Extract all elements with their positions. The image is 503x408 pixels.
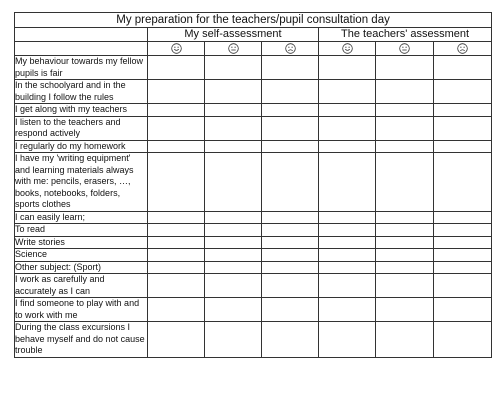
table-row [15, 211, 492, 224]
table-row [15, 153, 492, 212]
rating-cell[interactable] [319, 80, 376, 104]
rating-cell[interactable] [205, 211, 262, 224]
rating-cell[interactable] [205, 249, 262, 262]
rating-cell[interactable] [262, 211, 319, 224]
rating-cell[interactable] [205, 104, 262, 117]
table-row [15, 80, 492, 104]
rating-cell[interactable] [148, 322, 205, 358]
rating-cell[interactable] [205, 274, 262, 298]
rating-cell[interactable] [148, 116, 205, 140]
table-row [15, 261, 492, 274]
table-row [15, 322, 492, 358]
table-row [15, 56, 492, 80]
rating-cell[interactable] [376, 56, 434, 80]
rating-cell[interactable] [319, 140, 376, 153]
rating-cell[interactable] [319, 261, 376, 274]
teachers-happy-header [319, 42, 376, 56]
rating-cell[interactable] [376, 224, 434, 237]
rating-cell[interactable] [434, 261, 492, 274]
rating-cell[interactable] [434, 236, 492, 249]
rating-cell[interactable] [262, 224, 319, 237]
rating-cell[interactable] [434, 116, 492, 140]
row-label: I work as carefully and accurately as I can [15, 274, 148, 298]
rating-cell[interactable] [262, 236, 319, 249]
rating-cell[interactable] [262, 261, 319, 274]
rating-cell[interactable] [262, 104, 319, 117]
header-spacer [15, 28, 148, 42]
smiley-happy-icon [171, 42, 182, 54]
teachers-sad-header [434, 42, 492, 56]
consultation-sheet-table [14, 12, 492, 358]
row-label: During the class excursions I behave myself and do not cause trouble [15, 322, 148, 358]
rating-cell[interactable] [319, 236, 376, 249]
rating-cell[interactable] [319, 322, 376, 358]
self-neutral-header [205, 42, 262, 56]
rating-cell[interactable] [205, 236, 262, 249]
table-row [15, 249, 492, 262]
rating-cell[interactable] [434, 153, 492, 212]
rating-cell[interactable] [434, 56, 492, 80]
row-label: I find someone to play with and to work with me [15, 298, 148, 322]
table-row [15, 116, 492, 140]
rating-cell[interactable] [205, 116, 262, 140]
rating-cell[interactable] [148, 80, 205, 104]
rating-cell[interactable] [148, 261, 205, 274]
row-label: To read [15, 224, 148, 237]
rating-cell[interactable] [148, 298, 205, 322]
rating-icons-row [15, 42, 492, 56]
rating-cell[interactable] [148, 140, 205, 153]
teachers-assessment-header: The teachers' assessment [319, 28, 492, 42]
table-row [15, 298, 492, 322]
self-sad-header [262, 42, 319, 56]
self-assessment-header: My self-assessment [148, 28, 319, 42]
rating-cell[interactable] [376, 249, 434, 262]
title-row [15, 13, 492, 28]
rating-cell[interactable] [319, 153, 376, 212]
rating-cell[interactable] [262, 116, 319, 140]
rating-cell[interactable] [376, 274, 434, 298]
row-label: Science [15, 249, 148, 262]
rating-cell[interactable] [319, 249, 376, 262]
self-happy-header [148, 42, 205, 56]
rating-cell[interactable] [262, 56, 319, 80]
table-row [15, 140, 492, 153]
rating-cell[interactable] [319, 116, 376, 140]
rating-cell[interactable] [319, 298, 376, 322]
smiley-neutral-icon [399, 42, 410, 54]
rating-cell[interactable] [205, 261, 262, 274]
smiley-neutral-icon [228, 42, 239, 54]
rating-cell[interactable] [434, 249, 492, 262]
rating-cell[interactable] [205, 224, 262, 237]
rating-cell[interactable] [434, 274, 492, 298]
rating-cell[interactable] [376, 236, 434, 249]
rating-cell[interactable] [262, 322, 319, 358]
rating-cell[interactable] [148, 249, 205, 262]
rating-cell[interactable] [376, 80, 434, 104]
smiley-sad-icon [457, 42, 468, 54]
rating-cell[interactable] [319, 274, 376, 298]
rating-cell[interactable] [376, 140, 434, 153]
rating-cell[interactable] [376, 298, 434, 322]
icons-spacer [15, 42, 148, 56]
rating-cell[interactable] [376, 261, 434, 274]
teachers-neutral-header [376, 42, 434, 56]
table-row [15, 104, 492, 117]
row-label: I regularly do my homework [15, 140, 148, 153]
rating-cell[interactable] [205, 322, 262, 358]
rating-cell[interactable] [262, 140, 319, 153]
rating-cell[interactable] [376, 153, 434, 212]
rating-cell[interactable] [205, 298, 262, 322]
smiley-happy-icon [342, 42, 353, 54]
rating-cell[interactable] [148, 274, 205, 298]
table-row [15, 274, 492, 298]
rating-cell[interactable] [148, 104, 205, 117]
sheet-title: My preparation for the teachers/pupil consultation day [15, 13, 492, 28]
row-label: In the schoolyard and in the building I follow the rules [15, 80, 148, 104]
rating-cell[interactable] [376, 322, 434, 358]
rating-cell[interactable] [262, 298, 319, 322]
rating-cell[interactable] [319, 56, 376, 80]
table-row [15, 236, 492, 249]
rating-cell[interactable] [148, 56, 205, 80]
rating-cell[interactable] [205, 153, 262, 212]
rating-cell[interactable] [205, 80, 262, 104]
rating-cell[interactable] [434, 80, 492, 104]
row-label: My behaviour towards my fellow pupils is fair [15, 56, 148, 80]
rating-cell[interactable] [205, 56, 262, 80]
rating-cell[interactable] [148, 211, 205, 224]
table-row [15, 224, 492, 237]
rating-cell[interactable] [148, 153, 205, 212]
rating-cell[interactable] [376, 116, 434, 140]
rating-cell[interactable] [262, 80, 319, 104]
rating-cell[interactable] [434, 224, 492, 237]
rating-cell[interactable] [376, 211, 434, 224]
rating-cell[interactable] [262, 153, 319, 212]
rating-cell[interactable] [319, 211, 376, 224]
row-label: I can easily learn; [15, 211, 148, 224]
rating-cell[interactable] [376, 104, 434, 117]
row-label: I have my 'writing equipment' and learning materials always with me: pencils, erasers, …, books, notebooks, folders, sports clothes [15, 153, 148, 212]
row-label: I get along with my teachers [15, 104, 148, 117]
rating-cell[interactable] [319, 224, 376, 237]
rating-cell[interactable] [262, 274, 319, 298]
rating-cell[interactable] [434, 298, 492, 322]
group-header-row [15, 28, 492, 42]
row-label: Other subject: (Sport) [15, 261, 148, 274]
rating-cell[interactable] [434, 322, 492, 358]
rating-cell[interactable] [434, 140, 492, 153]
rating-cell[interactable] [205, 140, 262, 153]
rating-cell[interactable] [262, 249, 319, 262]
row-label: Write stories [15, 236, 148, 249]
rating-cell[interactable] [148, 236, 205, 249]
row-label: I listen to the teachers and respond actively [15, 116, 148, 140]
rating-cell[interactable] [148, 224, 205, 237]
rating-cell[interactable] [434, 211, 492, 224]
rating-cell[interactable] [434, 104, 492, 117]
smiley-sad-icon [285, 42, 296, 54]
rating-cell[interactable] [319, 104, 376, 117]
